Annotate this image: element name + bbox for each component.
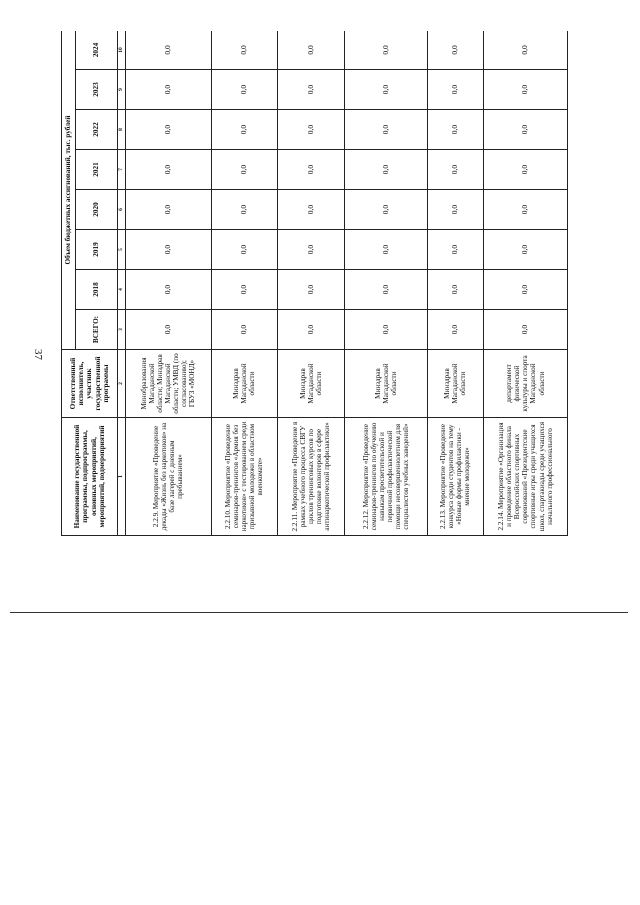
row-value: 0,0 [483, 190, 567, 230]
document-sheet [61, 31, 568, 536]
row-value: 0,0 [427, 150, 483, 190]
table-row [125, 31, 211, 536]
row-value: 0,0 [344, 70, 427, 110]
row-value: 0,0 [125, 270, 211, 310]
column-number: 6 [118, 190, 126, 230]
row-value: 0,0 [483, 310, 567, 350]
row-value: 0,0 [483, 230, 567, 270]
header-year: 2021 [76, 150, 118, 190]
row-name: 2.2.10. Мероприятие «Проведение семинаров-тренингов «Армия без наркотиков» с тестированием среди призывной молодежи в областном военкомате» [211, 418, 277, 536]
row-value: 0,0 [277, 270, 344, 310]
row-executor: департамент физической культуры и спорта Магаданской области [483, 350, 567, 418]
row-name: 2.2.14. Мероприятие «Организация и проведение областного финала Всероссийских спортивных соревнований «Президентские спортивные игры среди учащихся школ, спартакиады среди учащихся начального профессионального [483, 418, 567, 536]
page-number: 37 [32, 349, 44, 360]
row-value: 0,0 [125, 190, 211, 230]
table-row [427, 31, 483, 536]
table-row [483, 31, 567, 536]
row-value: 0,0 [125, 230, 211, 270]
row-value: 0,0 [125, 70, 211, 110]
row-value: 0,0 [483, 31, 567, 70]
row-value: 0,0 [427, 70, 483, 110]
row-value: 0,0 [344, 230, 427, 270]
column-number: 9 [118, 70, 126, 110]
row-value: 0,0 [211, 31, 277, 70]
column-number: 10 [118, 31, 126, 70]
row-value: 0,0 [427, 190, 483, 230]
header-executor: Ответственный исполнитель, участник государственной программы [62, 350, 118, 418]
row-executor: Минздрав Магаданской области [277, 350, 344, 418]
header-name: Наименование государственной программы, подпрограммы, основных мероприятий, мероприятий, подмероприятий [62, 418, 118, 536]
column-number: 8 [118, 110, 126, 150]
row-name: 2.2.11. Мероприятие «Проведение в рамках учебного процесса СВГУ циклов тренинговых курсов по подготовке волонтеров в сфере антинаркотической профилактики» [277, 418, 344, 536]
column-number: 4 [118, 270, 126, 310]
row-value: 0,0 [277, 31, 344, 70]
table-row [344, 31, 427, 536]
footer-rule [10, 612, 628, 613]
row-name: 2.2.12. Мероприятие «Проведение семинаров-тренингов по обучению навыкам просветительской и первичной профилактической помощи несовершеннолетним для специалистов учебных заведений» [344, 418, 427, 536]
row-executor: Минздрав Магаданской области [344, 350, 427, 418]
column-number: 5 [118, 230, 126, 270]
row-value: 0,0 [125, 150, 211, 190]
row-value: 0,0 [277, 150, 344, 190]
column-number: 1 [118, 418, 126, 536]
table-row [211, 31, 277, 536]
row-value: 0,0 [211, 270, 277, 310]
row-executor: Минздрав Магаданской области [211, 350, 277, 418]
header-total: ВСЕГО: [76, 310, 118, 350]
row-value: 0,0 [483, 70, 567, 110]
row-value: 0,0 [427, 270, 483, 310]
header-year: 2022 [76, 110, 118, 150]
row-name: 2.2.9. Мероприятие «Проведение декады «Жизнь без наркотиков» на базе лагерей с дневным пребыванием» [125, 418, 211, 536]
row-value: 0,0 [344, 110, 427, 150]
column-number: 2 [118, 350, 126, 418]
row-value: 0,0 [427, 110, 483, 150]
row-value: 0,0 [211, 110, 277, 150]
header-year: 2018 [76, 270, 118, 310]
row-value: 0,0 [344, 270, 427, 310]
row-value: 0,0 [344, 150, 427, 190]
row-value: 0,0 [211, 230, 277, 270]
row-executor: Минобразования Магаданской области; Минздрав Магаданской области; УМВД (по согласованию); ГБУЗ «МОНД» [125, 350, 211, 418]
table-row [277, 31, 344, 536]
row-value: 0,0 [427, 230, 483, 270]
row-value: 0,0 [344, 310, 427, 350]
row-value: 0,0 [427, 31, 483, 70]
row-value: 0,0 [277, 70, 344, 110]
row-value: 0,0 [211, 190, 277, 230]
row-value: 0,0 [277, 110, 344, 150]
rotated-table-container [61, 31, 568, 536]
row-value: 0,0 [277, 230, 344, 270]
row-value: 0,0 [125, 110, 211, 150]
row-name: 2.2.13. Мероприятие «Проведение конкурса среди студентов на тему «Новые формы профилактики - мнение молодежи» [427, 418, 483, 536]
row-value: 0,0 [211, 70, 277, 110]
row-value: 0,0 [211, 310, 277, 350]
header-year: 2024 [76, 31, 118, 70]
row-value: 0,0 [125, 31, 211, 70]
row-value: 0,0 [277, 310, 344, 350]
row-value: 0,0 [344, 190, 427, 230]
row-value: 0,0 [483, 110, 567, 150]
row-value: 0,0 [427, 310, 483, 350]
header-year: 2020 [76, 190, 118, 230]
row-value: 0,0 [483, 270, 567, 310]
row-value: 0,0 [211, 150, 277, 190]
budget-table [61, 31, 568, 536]
row-value: 0,0 [125, 310, 211, 350]
column-number-row [118, 31, 126, 536]
column-number: 3 [118, 310, 126, 350]
row-value: 0,0 [483, 150, 567, 190]
column-number: 7 [118, 150, 126, 190]
row-value: 0,0 [277, 190, 344, 230]
header-year: 2019 [76, 230, 118, 270]
header-budget-group: Объем бюджетных ассигнований, тыс. рублей [62, 31, 76, 350]
row-value: 0,0 [344, 31, 427, 70]
header-year: 2023 [76, 70, 118, 110]
row-executor: Минздрав Магаданской области [427, 350, 483, 418]
